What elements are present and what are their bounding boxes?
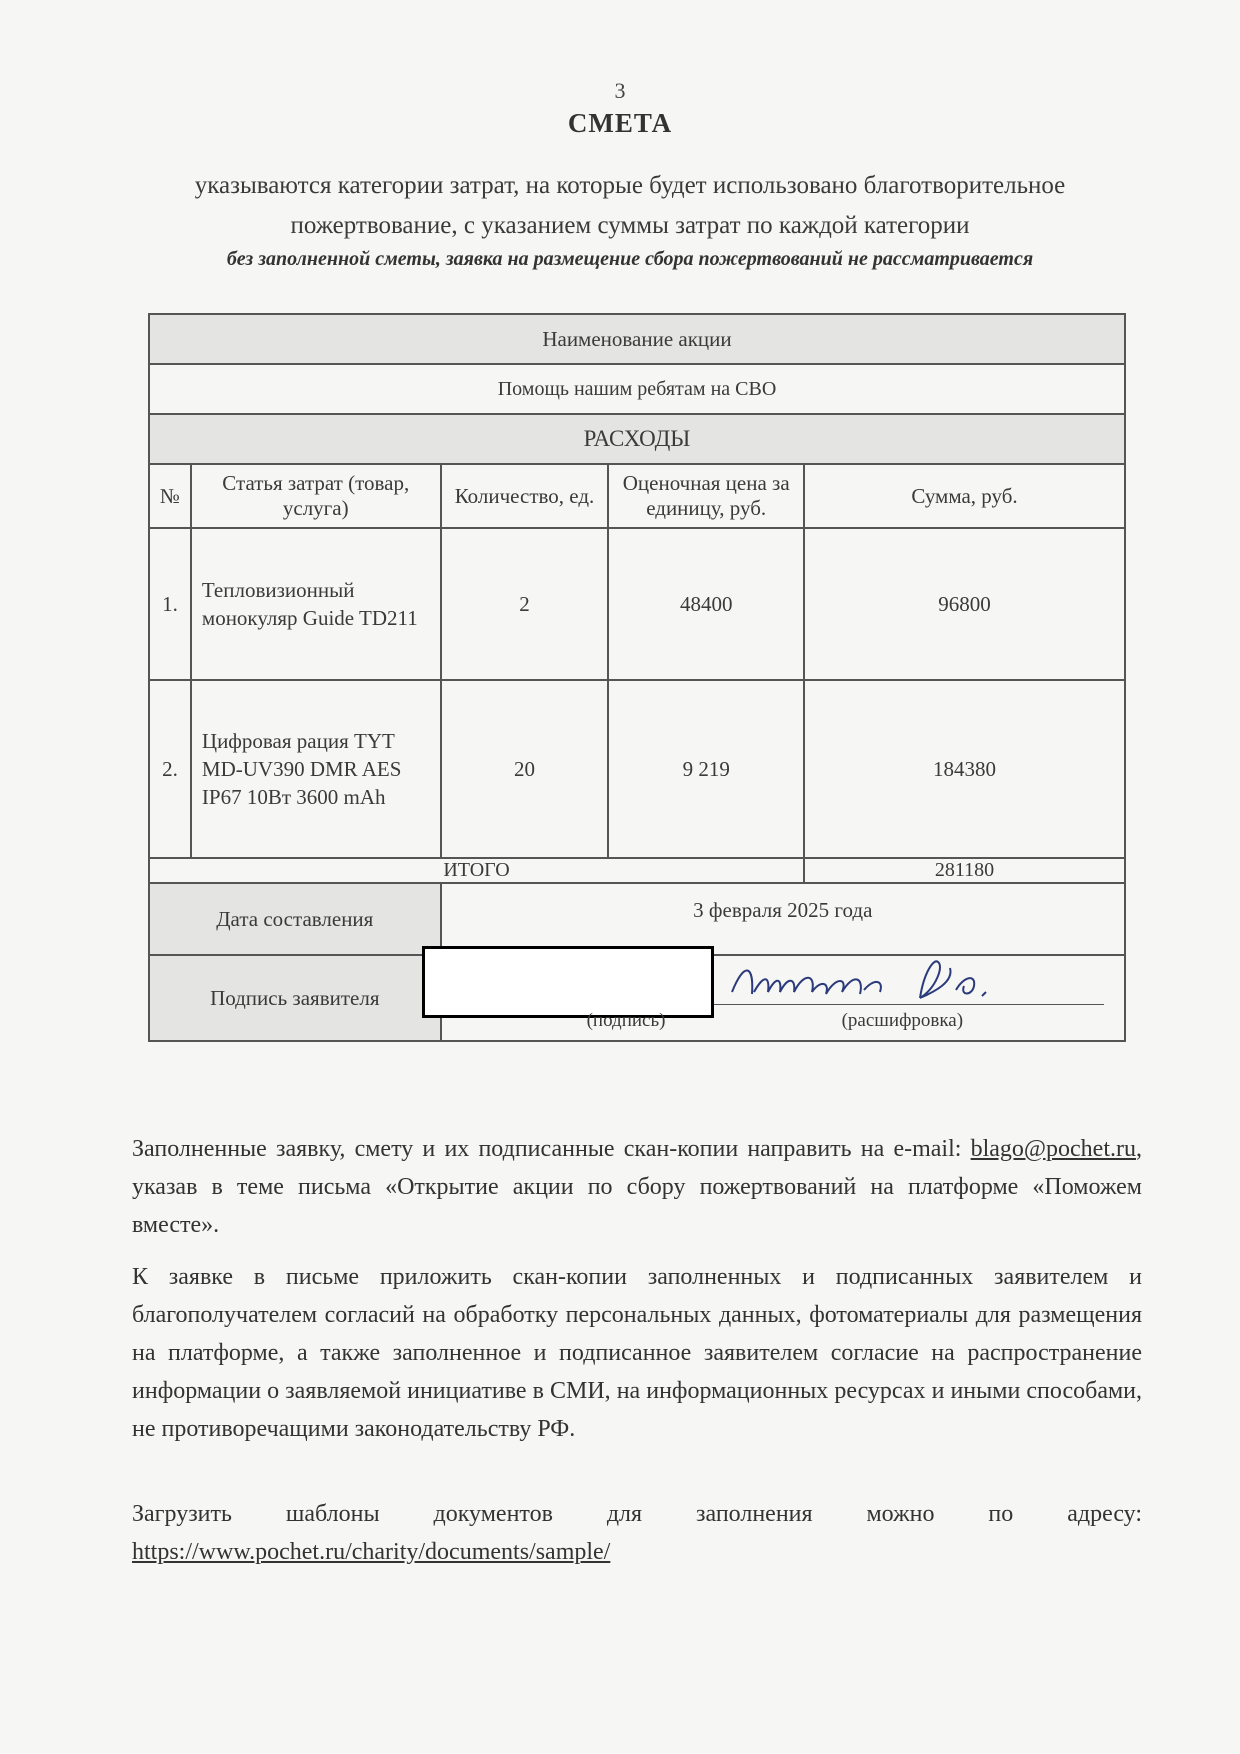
- row-number: 2.: [149, 680, 191, 858]
- column-header-row: [149, 464, 1125, 528]
- row-price: 9 219: [608, 680, 804, 858]
- total-row: [149, 858, 1125, 883]
- row-qty: 2: [441, 528, 609, 680]
- action-header: Наименование акции: [149, 314, 1125, 364]
- table-row: [149, 680, 1125, 858]
- subtitle-line-2: пожертвование, с указанием суммы затрат по каждой категории: [290, 212, 970, 239]
- action-name: Помощь нашим ребятам на СВО: [149, 364, 1125, 414]
- warning-note: без заполненной сметы, заявка на размещение сбора пожертвований не рассматривается: [226, 248, 1034, 270]
- para1-text-end: , указав в теме письма «Открытие акции по сбору пожертвований на платформе «Поможем вместе».: [132, 1136, 1142, 1238]
- document-title: СМЕТА: [567, 108, 673, 138]
- handwritten-signature: [724, 952, 1014, 1008]
- templates-link[interactable]: https://www.pochet.ru/charity/documents/sample/: [132, 1539, 611, 1565]
- signature-caption: (подпись): [586, 1010, 666, 1031]
- page-number: 3: [614, 78, 626, 103]
- signature-cell: [441, 955, 1125, 1041]
- row-qty: 20: [441, 680, 609, 858]
- action-name-row: [149, 364, 1125, 414]
- redaction-box: [422, 946, 714, 1018]
- column-header-no: №: [149, 464, 191, 528]
- signature-row: [149, 955, 1125, 1041]
- row-number: 1.: [149, 528, 191, 680]
- para3-text: Загрузить шаблоны документов для заполнения можно по адресу:: [132, 1501, 1142, 1527]
- date-value: 3 февраля 2025 года: [441, 883, 1125, 955]
- column-header-item: Статья затрат (товар, услуга): [191, 464, 441, 528]
- total-label: ИТОГО: [149, 858, 804, 883]
- signature-label: Подпись заявителя: [149, 955, 441, 1041]
- column-header-sum: Сумма, руб.: [804, 464, 1125, 528]
- subtitle-line-1: указываются категории затрат, на которые будет использовано благотворительное: [194, 172, 1066, 199]
- column-header-qty: Количество, ед.: [441, 464, 609, 528]
- table-row: [149, 528, 1125, 680]
- email-link[interactable]: blago@pochet.ru: [970, 1136, 1136, 1162]
- expenses-header-row: [149, 414, 1125, 464]
- estimate-table: [148, 313, 1126, 1042]
- row-sum: 184380: [804, 680, 1125, 858]
- instructions-paragraph-3: [132, 1495, 1142, 1571]
- total-value: 281180: [804, 858, 1125, 883]
- row-item: Цифровая рация TYT MD-UV390 DMR AES IP67 10Вт 3600 mAh: [191, 680, 441, 858]
- document-subtitle: [120, 166, 1140, 246]
- date-row: [149, 883, 1125, 955]
- date-label: Дата составления: [149, 883, 441, 955]
- row-item: Тепловизионный монокуляр Guide TD211: [191, 528, 441, 680]
- expenses-header: РАСХОДЫ: [149, 414, 1125, 464]
- para1-text: Заполненные заявку, смету и их подписанные скан-копии направить на e-mail:: [132, 1136, 971, 1162]
- instructions-paragraph-1: [132, 1130, 1142, 1244]
- action-header-row: [149, 314, 1125, 364]
- row-price: 48400: [608, 528, 804, 680]
- column-header-price: Оценочная цена за единицу, руб.: [608, 464, 804, 528]
- row-sum: 96800: [804, 528, 1125, 680]
- decoding-caption: (расшифровка): [841, 1010, 964, 1031]
- instructions-paragraph-2: К заявке в письме приложить скан-копии заполненных и подписанных заявителем и благополучателем согласий на обработку персональных данных, фотоматериалы для размещения на платформе, а также заполненное и подписанное заявителем согласие на распространение информации о заявляемой инициативе в СМИ, на информационных ресурсах и иными способами, не противоречащими законодательству РФ.: [132, 1264, 1142, 1442]
